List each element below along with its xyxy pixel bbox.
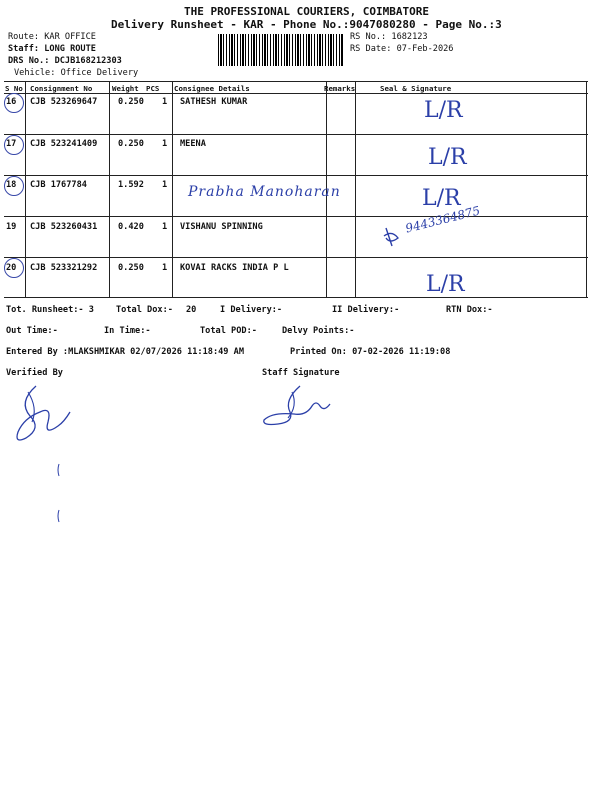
row-consignee-handwritten: Prabha Manoharan: [188, 184, 341, 200]
staff-signature-label: Staff Signature: [262, 368, 340, 378]
col-consignee: Consignee Details: [174, 84, 250, 93]
col-weight: Weight: [112, 84, 139, 93]
row-sno: 18: [6, 180, 17, 190]
printed-on: Printed On: 07-02-2026 11:19:08: [290, 347, 451, 357]
row-pcs: 1: [162, 139, 168, 149]
verified-by-signature: [8, 382, 78, 446]
col-seal-signature: Seal & Signature: [380, 84, 452, 93]
col-consignment: Consignment No: [30, 84, 93, 93]
signature-scribble: [382, 224, 402, 248]
row-signature: L/R: [426, 272, 465, 297]
row-weight: 0.250: [118, 263, 144, 273]
table-header-line: [4, 93, 588, 94]
row-divider: [4, 216, 588, 217]
staff-signature-mark: [254, 382, 334, 432]
verified-by-label: Verified By: [6, 368, 63, 378]
entered-by: Entered By :MLAKSHMIKAR 02/07/2026 11:18:49 AM: [6, 347, 244, 357]
total-dox-value: 20: [186, 305, 197, 315]
rs-date: RS Date: 07-Feb-2026: [350, 44, 454, 54]
out-time: Out Time:-: [6, 326, 58, 336]
row-weight: 0.250: [118, 139, 144, 149]
col-remarks: Remarks: [324, 84, 356, 93]
row-divider: [4, 134, 588, 135]
staff-label: Staff: LONG ROUTE: [8, 44, 96, 54]
row-sno: 20: [6, 263, 17, 273]
barcode: [218, 34, 344, 66]
ii-delivery: II Delivery:-: [332, 305, 400, 315]
drs-number: DRS No.: DCJB168212303: [8, 56, 122, 66]
row-pcs: 1: [162, 180, 168, 190]
table-top-line: [4, 81, 588, 82]
rs-number: RS No.: 1682123: [350, 32, 428, 42]
total-dox-label: Total Dox:-: [116, 305, 173, 315]
in-time: In Time:-: [104, 326, 151, 336]
row-divider: [4, 175, 588, 176]
row-signature: L/R: [422, 186, 461, 211]
row-consignment: CJB 1767784: [30, 180, 87, 190]
row-consignment: CJB 523241409: [30, 139, 98, 149]
vehicle-label: Vehicle: Office Delivery: [14, 68, 139, 78]
rtn-dox: RTN Dox:-: [446, 305, 493, 315]
pen-stroke-mark: [56, 462, 62, 524]
row-sno: 17: [6, 139, 17, 149]
col-pcs: PCS: [146, 84, 160, 93]
row-signature: L/R: [424, 98, 463, 123]
route-label: Route: KAR OFFICE: [8, 32, 96, 42]
row-sno: 16: [6, 97, 17, 107]
row-weight: 0.420: [118, 222, 144, 232]
i-delivery: I Delivery:-: [220, 305, 283, 315]
row-pcs: 1: [162, 97, 168, 107]
row-divider: [4, 257, 588, 258]
row-weight: 1.592: [118, 180, 144, 190]
delvy-points: Delvy Points:-: [282, 326, 355, 336]
table-bottom-line: [4, 297, 588, 298]
row-pcs: 1: [162, 263, 168, 273]
row-consignee: KOVAI RACKS INDIA P L: [180, 263, 289, 273]
row-sno: 19: [6, 222, 17, 232]
col-sno: S No: [5, 84, 23, 93]
row-pcs: 1: [162, 222, 168, 232]
row-consignee: SATHESH KUMAR: [180, 97, 248, 107]
row-consignment: CJB 523321292: [30, 263, 98, 273]
table-right-border: [586, 81, 587, 297]
runsheet-subtitle: Delivery Runsheet - KAR - Phone No.:9047080280 - Page No.:3: [111, 18, 502, 31]
row-signature: L/R: [428, 145, 467, 170]
row-consignee: MEENA: [180, 139, 206, 149]
row-signature-phone: 9443364875: [404, 203, 482, 236]
row-consignee: VISHANU SPINNING: [180, 222, 263, 232]
total-pod: Total POD:-: [200, 326, 257, 336]
row-consignment: CJB 523260431: [30, 222, 98, 232]
company-title: THE PROFESSIONAL COURIERS, COIMBATORE: [184, 5, 430, 18]
row-weight: 0.250: [118, 97, 144, 107]
row-consignment: CJB 523269647: [30, 97, 98, 107]
total-runsheet: Tot. Runsheet:- 3: [6, 305, 94, 315]
